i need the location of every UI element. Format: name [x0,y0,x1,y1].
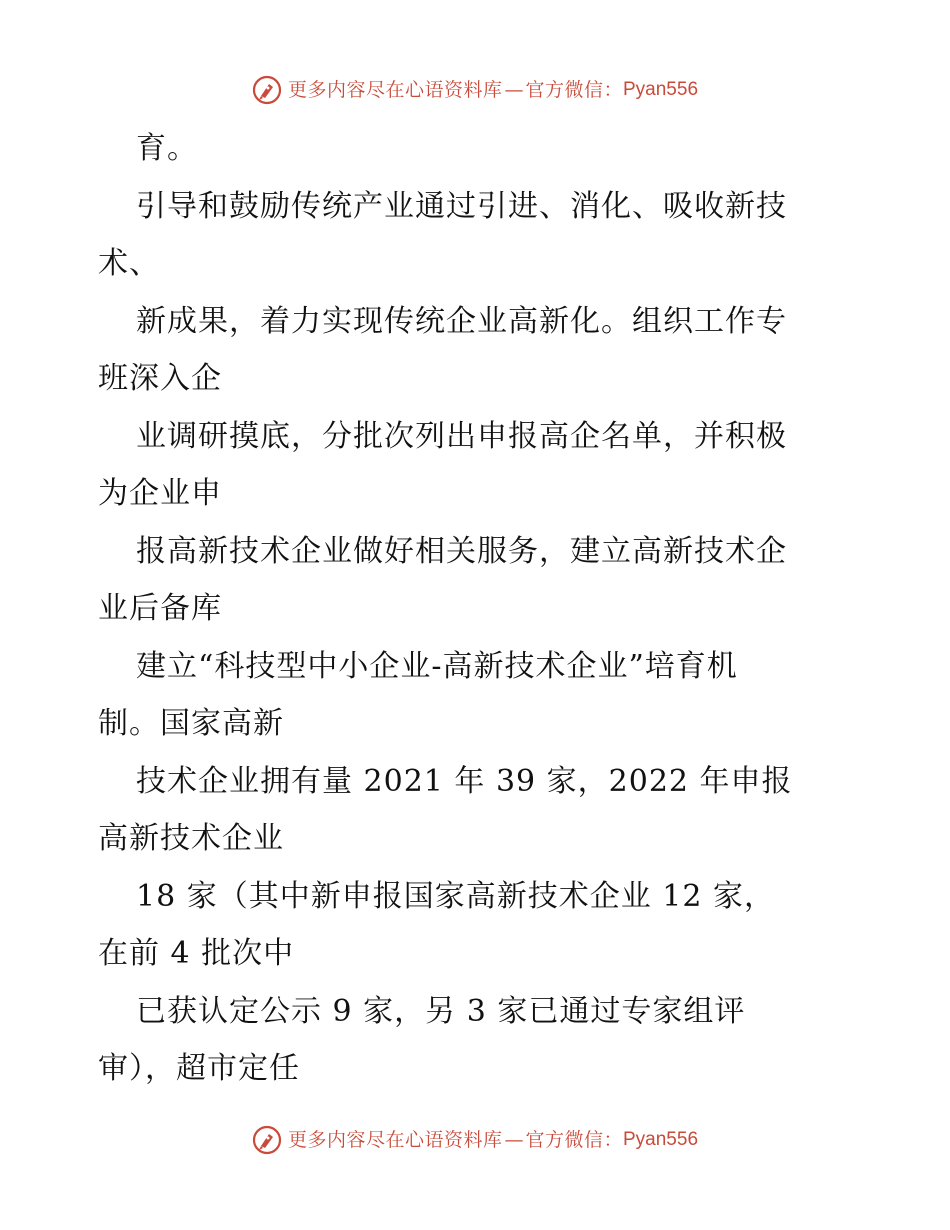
watermark-separator: — [504,1129,524,1151]
text-line: 业后备库 [98,591,222,626]
header-watermark [0,70,950,110]
text-line: 报高新技术企业做好相关服务，建立高新技术企 [136,533,787,569]
watermark-separator: — [504,79,524,101]
watermark-wechat-id: Pyan556 [623,1129,699,1150]
text-line: 技术企业拥有量 2021 年 39 家，2022 年申报 [136,763,793,799]
text-line: 高新技术企业 [98,821,284,856]
text-line: 18 家（其中新申报国家高新技术企业 12 家， [136,878,775,914]
text-line: 引导和鼓励传统产业通过引进、消化、吸收新技 [136,188,787,224]
text-line: 为企业申 [98,476,222,511]
pen-nib-icon [252,75,282,105]
watermark-site-name: 更多内容尽在心语资料库 [287,1129,503,1151]
text-line: 在前 4 批次中 [98,936,295,971]
watermark-wechat-label: 官方微信： [525,1129,623,1151]
text-line: 班深入企 [98,361,222,396]
watermark-site-name: 更多内容尽在心语资料库 [287,79,503,101]
text-line: 业调研摸底，分批次列出申报高企名单，并积极 [136,418,787,454]
text-line: 已获认定公示 9 家，另 3 家已通过专家组评 [136,993,746,1029]
pen-nib-icon [252,1125,282,1155]
document-body [98,120,858,1098]
text-line: 制。国家高新 [98,706,284,741]
text-line: 育。 [136,131,198,166]
text-line: 术、 [98,246,160,281]
footer-watermark [0,1120,950,1160]
watermark-wechat-label: 官方微信： [525,79,623,101]
watermark-wechat-id: Pyan556 [623,79,699,100]
text-line: 审），超市定任 [98,1051,300,1086]
text-line: 建立“科技型中小企业-高新技术企业”培育机 [136,648,738,684]
text-line: 新成果，着力实现传统企业高新化。组织工作专 [136,303,787,339]
